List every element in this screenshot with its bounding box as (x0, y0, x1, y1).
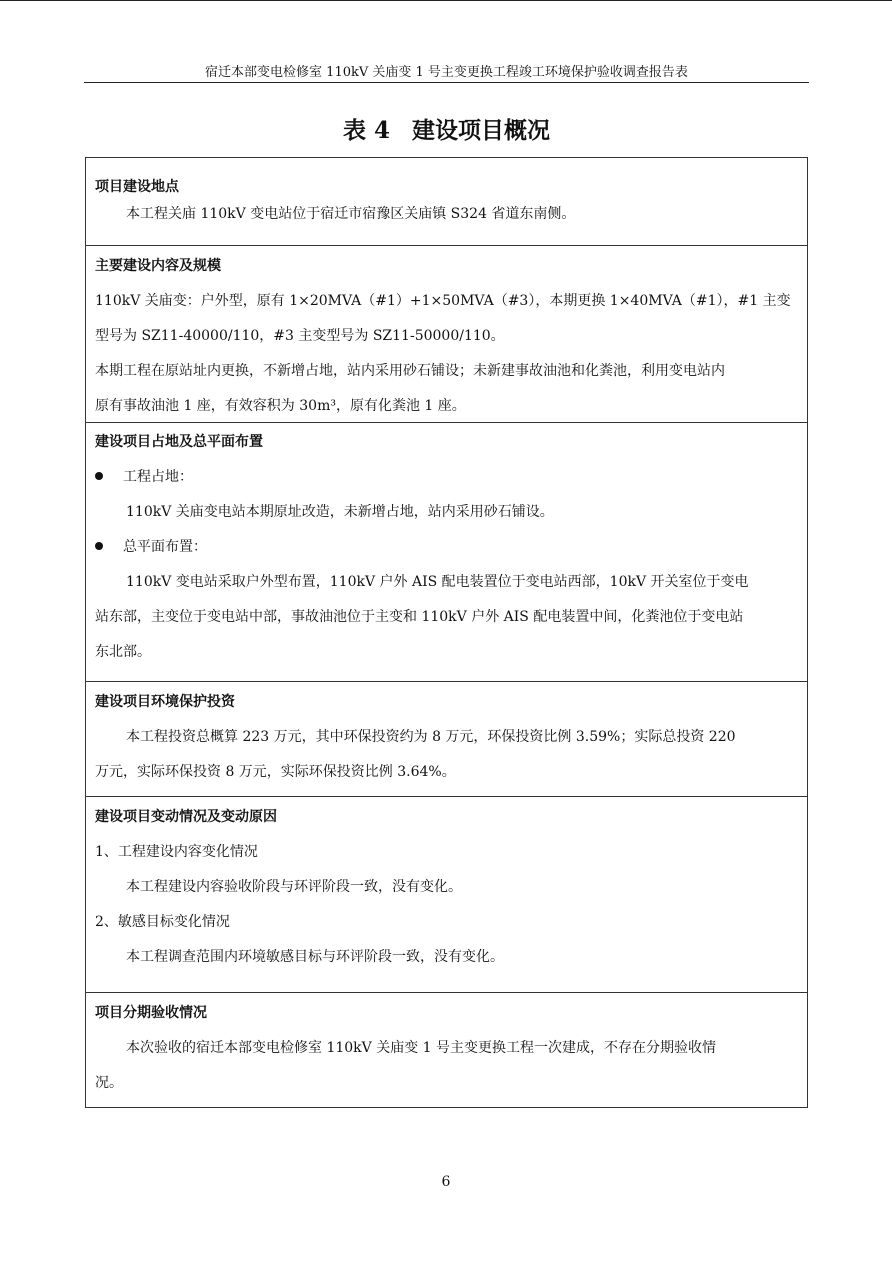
bullet-icon (95, 542, 103, 550)
content-line: 原有事故油池 1 座，有效容积为 30m³，原有化粪池 1 座。 (95, 398, 466, 414)
location-text: 本工程关庙 110kV 变电站位于宿迁市宿豫区关庙镇 S324 省道东南侧。 (126, 206, 576, 222)
section-site-layout (86, 423, 807, 682)
content-line: 110kV 关庙变：户外型，原有 1×20MVA（#1）+1×50MVA（#3），本期更换 1×40MVA（#1），#1 主变 (95, 293, 791, 309)
bullet-label: 工程占地： (123, 469, 193, 485)
section-title: 建设项目变动情况及变动原因 (95, 809, 277, 825)
bullet-label: 总平面布置： (123, 539, 207, 555)
section-phased-acceptance (86, 993, 807, 1107)
plan-line: 东北部。 (95, 644, 151, 660)
section-title: 建设项目占地及总平面布置 (95, 434, 263, 450)
table-number: 表 4 (342, 117, 390, 144)
change-item-heading: 2、敏感目标变化情况 (95, 914, 230, 930)
page-number: 6 (441, 1174, 451, 1190)
section-title: 主要建设内容及规模 (95, 258, 221, 274)
investment-line: 万元，实际环保投资 8 万元，实际环保投资比例 3.64%。 (95, 764, 456, 780)
content-line: 型号为 SZ11-40000/110，#3 主变型号为 SZ11-50000/110。 (95, 328, 505, 344)
section-location (86, 158, 807, 246)
project-overview-table (85, 157, 808, 1108)
running-header: 宿迁本部变电检修室 110kV 关庙变 1 号主变更换工程竣工环境保护验收调查报告表 (205, 65, 688, 80)
plan-line: 110kV 变电站采取户外型布置，110kV 户外 AIS 配电装置位于变电站西部，10kV 开关室位于变电 (126, 574, 749, 590)
change-item-text: 本工程建设内容验收阶段与环评阶段一致，没有变化。 (126, 879, 462, 895)
land-text: 110kV 关庙变电站本期原址改造，未新增占地，站内采用砂石铺设。 (126, 504, 554, 520)
section-title: 项目建设地点 (95, 179, 179, 195)
change-item-text: 本工程调查范围内环境敏感目标与环评阶段一致，没有变化。 (126, 949, 504, 965)
section-project-changes (86, 797, 807, 993)
page-top-border (0, 0, 892, 1)
bullet-item-plan (95, 536, 207, 556)
header-divider (84, 82, 809, 83)
page-title (84, 114, 809, 148)
table-title: 建设项目概况 (412, 117, 550, 144)
section-environmental-investment (86, 682, 807, 797)
plan-line: 站东部，主变位于变电站中部，事故油池位于主变和 110kV 户外 AIS 配电装置中间，化粪池位于变电站 (95, 609, 744, 625)
phased-line: 本次验收的宿迁本部变电检修室 110kV 关庙变 1 号主变更换工程一次建成，不存在分期验收情 (126, 1040, 717, 1056)
bullet-item-land (95, 466, 193, 486)
bullet-icon (95, 472, 103, 480)
phased-line: 况。 (95, 1075, 123, 1091)
investment-line: 本工程投资总概算 223 万元，其中环保投资约为 8 万元，环保投资比例 3.59%；实际总投资 220 (126, 729, 736, 745)
content-line: 本期工程在原站址内更换，不新增占地，站内采用砂石铺设；未新建事故油池和化粪池，利用变电站内 (95, 363, 725, 379)
section-construction-content (86, 246, 807, 423)
section-title: 项目分期验收情况 (95, 1005, 207, 1021)
change-item-heading: 1、工程建设内容变化情况 (95, 844, 258, 860)
section-title: 建设项目环境保护投资 (95, 694, 235, 710)
